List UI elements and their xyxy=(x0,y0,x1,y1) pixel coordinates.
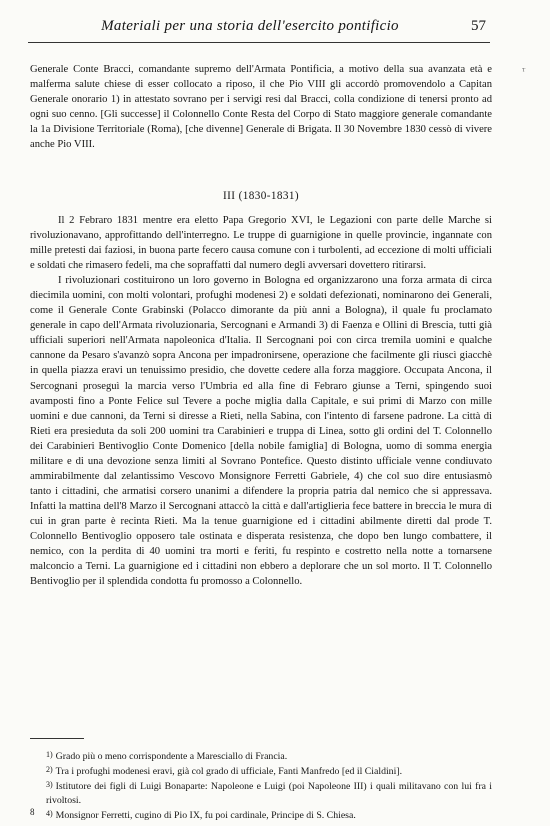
intro-paragraph xyxy=(30,62,492,152)
margin-mark: ᵀ xyxy=(522,66,526,76)
footnote-text: Istitutore dei figli di Luigi Bonaparte: Napoleone e Luigi (poi Napoleone III) i quali militavano con lui fra i rivoltosi. xyxy=(46,781,492,806)
page-header xyxy=(28,18,490,43)
footnote-2 xyxy=(46,763,492,778)
footnote-1 xyxy=(46,748,492,763)
footnote-text: Monsignor Ferretti, cugino di Pio IX, fu poi cardinale, Principe di S. Chiesa. xyxy=(55,809,356,821)
section-title: III (1830-1831) xyxy=(223,190,299,202)
paragraph-2: I rivoluzionari costituirono un loro governo in Bologna ed organizzarono una forza armata di circa diecimila uomini, con molti volontari, profughi modenesi 2) e soldati defezionati, nominarono dei Generali, come il Generale Conte Grabinski (Polacco dimorante da più anni a Bologna), il quale fu proclamato generale in capo dell'Armata rivoluzionaria, Sercognani e Armandi 3) di Faenza e Ollini di Brescia, tutti già ufficiali superiori nell'Armata napoleonica d'Italia. Il Sercognani poi con circa tremila uomini e qualche cannone da Pesaro s'avanzò sopra Ancona per impadronirsene, operazione che facilmente gli riuscì giacchè in quella piazza eravi un tenuissimo presidio, che dovette cedere alla forza maggiore. Occupata Ancona, il Sercognani proseguì la marcia verso l'Umbria ed alla fine di Febraro giunse a Terni, spingendo suoi avamposti fino a Ponte Felice sul Tevere a poche miglia dalla Capitale, e sui primi di Marzo con mille uomini e due cannoni, da Terni si diresse a Rieti, nella Sabina, con l'intento di farsene padrone. La città di Rieti era presieduta da soli 200 uomini tra Carabinieri e truppa di Linea, sotto gli ordini del T. Colonnello dei Carabinieri Bentivoglio Conte Domenico [della nobile famiglia] di Bologna, uomo di somma energia militare e di una devozione senza limiti al Sovrano Pontefice. Questo distinto ufficiale venne condiuvato ammirabilmente dal zelantissimo Vescovo Monsignore Ferretti Gabriele, 4) che col suo dire entusiasmò tanto i cittadini, che armatisi corsero unanimi a difendere la propria patria dal nemico che si appressava. Infatti la mattina dell'8 Marzo il Sercognani attaccò la città e dall'artiglieria fece battere in breccia le mura di cui in gran parte è recinta Rieti. Ma la tenue guarnigione ed i cittadini abilmente diretti dal prode T. Colonnello Bentivoglio opposero tale ostinata e disperata resistenza, che dopo ben lungo combattere, il nemico, con la perdita di 40 uomini tra morti e feriti, fu respinto e costretto nella notte a tornarsene malconcio a Terni. La guarnigione ed i cittadini non ebbero a deplorare che un sol morto. Il T. Colonnello Bentivoglio per il splendida condotta fu promosso a Colonnello. xyxy=(30,275,492,588)
intro-text: Generale Conte Bracci, comandante supremo dell'Armata Pontificia, a motivo della sua avanzata età e malferma salute chiese di esser collocato a riposo, il che Pio VIII gli accordò promovendolo a Capitan Generale onorario 1) in attestato sovrano per i servigi resi dal Bracci, colla condizione di tenersi pronto ad ogni suo cenno. [Gli successe] il Colonnello Conte Resta del Corpo di Stato maggiore generale comandante la 1a Divisione Territoriale (Roma), [che divenne] Generale di Brigata. Il 30 Novembre 1830 cessò di vivere anche Pio VIII. xyxy=(30,64,492,151)
footnote-number: 3) xyxy=(46,780,53,790)
footnote-number: 4) xyxy=(46,808,53,818)
page-number: 57 xyxy=(471,18,486,34)
footnote-4 xyxy=(46,807,492,822)
running-title: Materiali per una storia dell'esercito pontificio xyxy=(101,18,399,34)
paragraph-1: Il 2 Febraro 1831 mentre era eletto Papa Gregorio XVI, le Legazioni con parte delle Marche si rivoluzionavano, approfittando dell'interregno. Le truppe di guarnigione in quelle provincie, ingannate con mille pretesti dai faziosi, in buona parte fecero causa comune con i turbolenti, ad eccezione di molti ufficiali e soldati che rimasero fedeli, ma che sopraffatti dal numero degli avversari dovettero ritirarsi. xyxy=(30,215,492,272)
footnote-number: 1) xyxy=(46,750,53,759)
signature-mark: 8 xyxy=(30,807,35,817)
footnotes xyxy=(46,748,492,822)
footnote-text: Tra i profughi modenesi eravi, già col grado di ufficiale, Fanti Manfredo [ed il Cialdini]. xyxy=(55,766,403,778)
footnote-number: 2) xyxy=(46,765,53,775)
footnote-text: Grado più o meno corrispondente a Maresciallo di Francia. xyxy=(55,751,288,762)
footnote-divider xyxy=(30,738,84,739)
footnote-3 xyxy=(46,778,492,806)
section-body xyxy=(30,213,492,589)
